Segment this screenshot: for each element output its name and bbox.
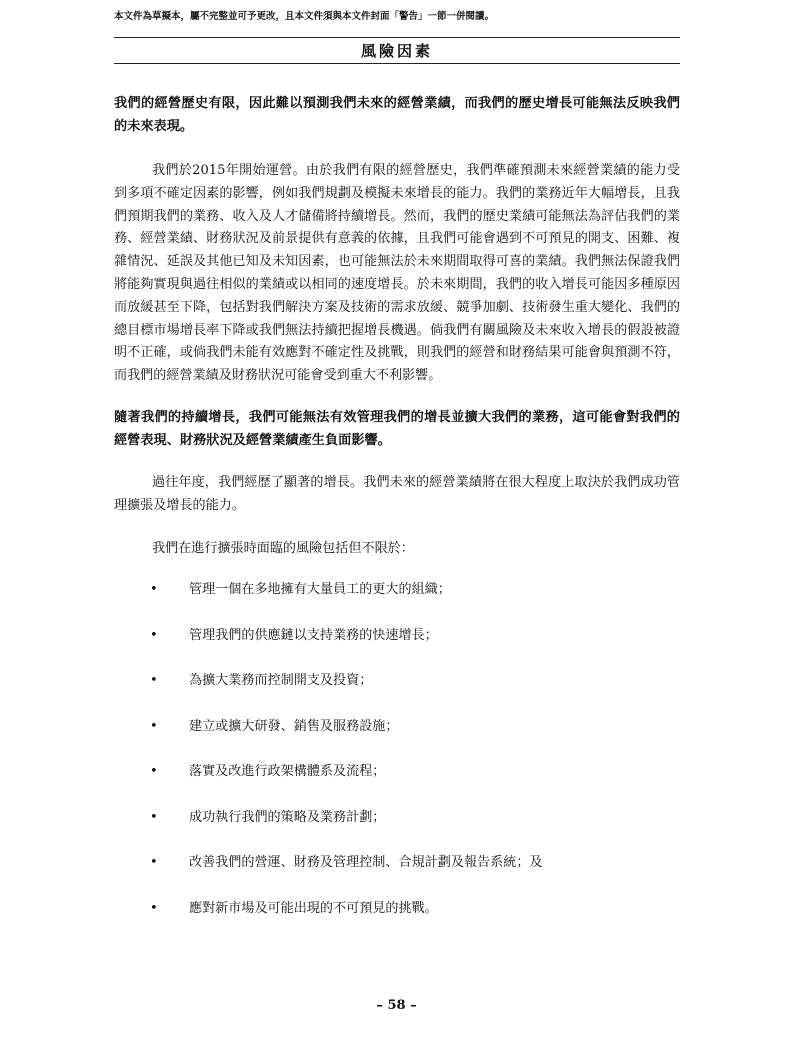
- risk-paragraph-3: 我們在進行擴張時面臨的風險包括但不限於：: [152, 540, 414, 556]
- list-item: [114, 670, 680, 692]
- document-body: [114, 92, 680, 943]
- list-item-text: 應對新市場及可能出現的不可預見的挑戰。: [189, 900, 438, 916]
- bullet-icon: •: [150, 764, 158, 780]
- list-item-text: 管理一個在多地擁有大量員工的更大的組織；: [189, 582, 451, 598]
- risk-heading-2: 隨著我們的持續增長，我們可能無法有效管理我們的增長並擴大我們的業務，這可能會對我們的經營表現、財務狀況及經營業績產生負面影響。: [114, 409, 680, 448]
- risk-heading-1: 我們的經營歷史有限，因此難以預測我們未來的經營業績，而我們的歷史增長可能無法反映我們的未來表現。: [114, 96, 680, 134]
- list-item-text: 管理我們的供應鏈以支持業務的快速增長；: [189, 627, 438, 643]
- list-item-text: 建立或擴大研發、銷售及服務設施；: [189, 718, 399, 734]
- bullet-icon: •: [150, 673, 158, 689]
- header-rule-bottom: [114, 63, 680, 64]
- bullet-icon: •: [150, 718, 158, 734]
- list-item: [114, 852, 680, 874]
- bullet-icon: •: [150, 809, 158, 825]
- risk-paragraph-1: 我們於2015年開始運營。由於我們有限的經營歷史，我們準確預測未來經營業績的能力受到多項不確定因素的影響，例如我們規劃及模擬未來增長的能力。我們的業務近年大幅增長，且我們預期我們的業務、收入及人才儲備將持續增長。然而，我們的歷史業績可能無法為評估我們的業務、經營業績、財務狀況及前景提供有意義的依據，且我們可能會遇到不可預見的開支、困難、複雜情況、延誤及其他已知及未知因素，也可能無法於未來期間取得可喜的業績。我們無法保證我們將能夠實現與過往相似的業績或以相同的速度增長。於未來期間，我們的收入增長可能因多種原因而放緩甚至下降，包括對我們解決方案及技術的需求放緩、競爭加劇、技術發生重大變化、我們的總目標市場增長率下降或我們無法持續把握增長機遇。倘我們有關風險及未來收入增長的假設被證明不正確，或倘我們未能有效應對不確定性及挑戰，則我們的經營和財務結果可能會與預測不符，而我們的經營業績及財務狀況可能會受到重大不利影響。: [114, 163, 680, 384]
- header-rule-top: [114, 37, 680, 38]
- page-number: – 58 –: [376, 998, 417, 1013]
- list-item: [114, 625, 680, 647]
- list-item-text: 改善我們的營運、財務及管理控制、合規計劃及報告系統；及: [189, 855, 543, 871]
- section-title: 風險因素: [360, 42, 433, 60]
- list-item-text: 落實及改進行政架構體系及流程；: [189, 764, 386, 780]
- list-item: [114, 807, 680, 829]
- risk-bullet-list: [114, 579, 680, 920]
- list-item: [114, 579, 680, 601]
- risk-paragraph-2: 過往年度，我們經歷了顯著的增長。我們未來的經營業績將在很大程度上取決於我們成功管理擴張及增長的能力。: [114, 474, 680, 513]
- bullet-icon: •: [150, 627, 158, 643]
- draft-notice: 本文件為草擬本，屬不完整並可予更改，且本文件須與本文件封面「警告」一節一併閱讀。: [114, 11, 495, 22]
- list-item: [114, 716, 680, 738]
- bullet-icon: •: [150, 855, 158, 871]
- bullet-icon: •: [150, 900, 158, 916]
- list-item: [114, 761, 680, 783]
- list-item-text: 為擴大業務而控制開支及投資；: [189, 673, 373, 689]
- list-item: [114, 898, 680, 920]
- list-item-text: 成功執行我們的策略及業務計劃；: [189, 809, 386, 825]
- bullet-icon: •: [150, 582, 158, 598]
